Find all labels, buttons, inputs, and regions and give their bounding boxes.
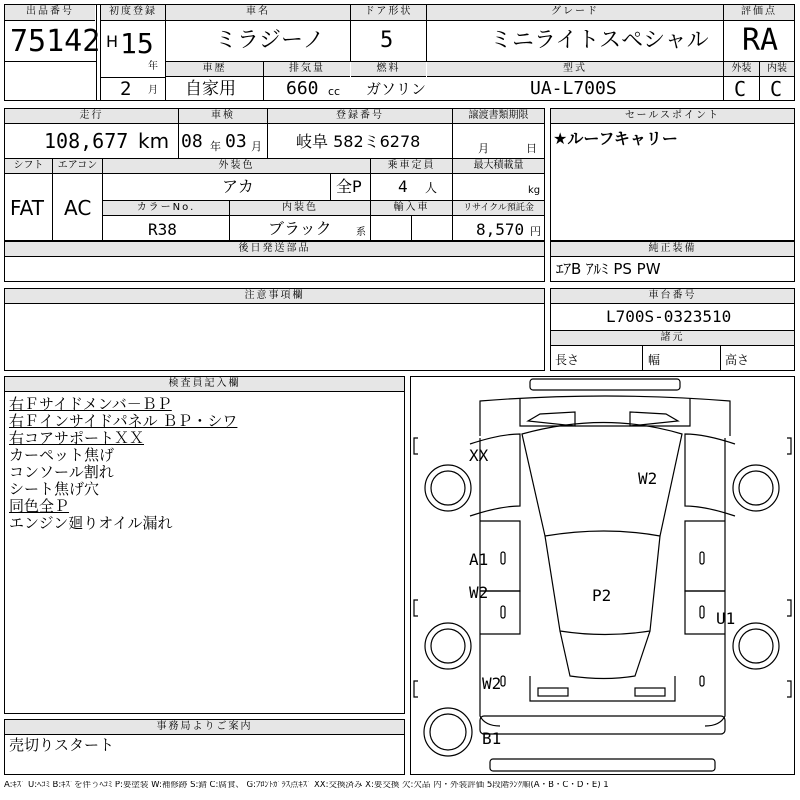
damage-mark-u1: U1 (716, 609, 736, 628)
inspector-note-line: 同色全Ｐ (9, 497, 70, 515)
inspection-month: 03 (225, 131, 247, 152)
fuel: ガソリン (366, 80, 427, 98)
ac-header: エアコン (53, 159, 102, 174)
interior-color: ブラック (268, 219, 332, 238)
chassis-header: 車台番号 (551, 289, 794, 304)
score-header: 評価点 (724, 5, 794, 21)
lot-header: 出品番号 (5, 5, 95, 21)
dims-header: 諸元 (551, 331, 794, 346)
damage-mark-w2-rear: W2 (482, 674, 502, 693)
seats-header: 乗車定員 (371, 159, 452, 174)
era: H (106, 32, 119, 51)
displacement: 660 (286, 78, 319, 99)
load-header: 最大積載量 (453, 159, 544, 174)
int-header: 内装 (760, 62, 794, 77)
fuel-header: 燃料 (351, 62, 426, 77)
grade-header: グレード (427, 5, 723, 21)
inspector-note-line: 右コアサポートＸＸ (9, 429, 145, 447)
inspector-note-line: カーペット焦げ (9, 446, 115, 464)
car-name-header: 車名 (166, 5, 350, 21)
color-no-header: カラーNo. (103, 201, 229, 216)
damage-mark-w2-left: W2 (469, 583, 489, 602)
inspector-note-line: エンジン廻りオイル漏れ (9, 514, 173, 532)
later-parts-header: 後日発送部品 (5, 242, 544, 257)
inspector-note-line: シート焦げ穴 (9, 480, 100, 498)
height-label: 高さ (725, 353, 750, 367)
ext-grade: C (734, 77, 747, 101)
exterior-color: アカ (222, 177, 254, 196)
grade: ミニライトスペシャル (490, 28, 709, 53)
int-grade: C (770, 77, 783, 101)
plate-number: 岐阜 582ミ6278 (296, 132, 421, 151)
shift-header: シフト (5, 159, 52, 174)
damage-mark-w2-roof: W2 (638, 469, 658, 488)
damage-mark-p2: P2 (592, 586, 612, 605)
legend: A:ｷｽﾞ U:ﾍｺﾐ B:ｷｽﾞを伴うﾍｺﾐ P:要塗装 W:補修跡 S:錆 C:腐食、 G:ﾌﾛﾝﾄｶﾞﾗｽ点ｷｽﾞ XX:交換済み X:要交換 欠:欠品 内・外装評価 5段階ﾗﾝｸ順(A・B・C・D・E) 1 (4, 781, 609, 790)
first-reg-month: 2 (120, 78, 132, 100)
caution-header: 注意事項欄 (5, 289, 544, 304)
inspection-header: 車検 (179, 109, 267, 124)
color-all-paint: 全P (336, 177, 362, 196)
first-reg-header: 初度登録 (101, 5, 165, 21)
transfer-header: 譲渡書類期限 (453, 109, 544, 124)
model: UA-L700S (530, 78, 617, 99)
length-label: 長さ (555, 353, 580, 367)
history-header: 車歴 (166, 62, 263, 77)
width-label: 幅 (648, 353, 661, 367)
displacement-header: 排気量 (264, 62, 350, 77)
sales-point-box (550, 108, 795, 241)
inspection-year: 08 (181, 131, 203, 152)
damage-mark-a1: A1 (469, 550, 489, 569)
damage-mark-b1: B1 (482, 729, 502, 748)
mileage-header: 走行 (5, 109, 178, 124)
office-header: 事務局よりご案内 (5, 720, 404, 735)
first-reg-year: 15 (120, 27, 154, 60)
inspector-header: 検査員記入欄 (5, 377, 404, 392)
color-no: R38 (148, 220, 177, 239)
ext-header: 外装 (724, 62, 759, 77)
recycle-header: リサイクル預託金 (453, 201, 544, 216)
door-header: ドア形状 (351, 5, 426, 21)
inspector-notes (9, 396, 237, 532)
ac: AC (64, 196, 92, 220)
inspector-note-line: コンソール割れ (9, 463, 114, 481)
sales-point-header: セールスポイント (551, 109, 794, 124)
mileage: 108,677 (44, 129, 129, 153)
office-text: 売切りスタート (9, 736, 115, 754)
model-header: 型式 (427, 62, 723, 77)
history: 自家用 (185, 79, 236, 99)
import-header: 輸入車 (371, 201, 452, 216)
car-name: ミラジーノ (215, 28, 325, 53)
doors: 5 (380, 28, 394, 53)
plate-header: 登録番号 (268, 109, 452, 124)
inspector-note-line: 右Ｆサイドメンバ－ＢＰ (9, 395, 172, 413)
chassis-number: L700S-0323510 (606, 307, 732, 326)
equipment-header: 純正装備 (551, 242, 794, 257)
equipment: ｴｱB ｱﾙﾐ PS PW (556, 260, 661, 278)
interior-color-header: 内装色 (230, 201, 370, 216)
recycle-deposit: 8,570 (476, 220, 525, 239)
car-diagram (410, 376, 795, 775)
shift: FAT (10, 196, 45, 220)
inspector-note-line: 右Ｆインサイドパネル ＢＰ・シワ (9, 412, 238, 430)
color-header: 外装色 (103, 159, 370, 174)
seats: 4 (398, 177, 408, 196)
lot-number: 75142 (10, 24, 101, 59)
damage-mark-xx: XX (469, 446, 489, 465)
sales-point: ★ルーフキャリー (553, 129, 678, 148)
score: RA (742, 23, 779, 58)
